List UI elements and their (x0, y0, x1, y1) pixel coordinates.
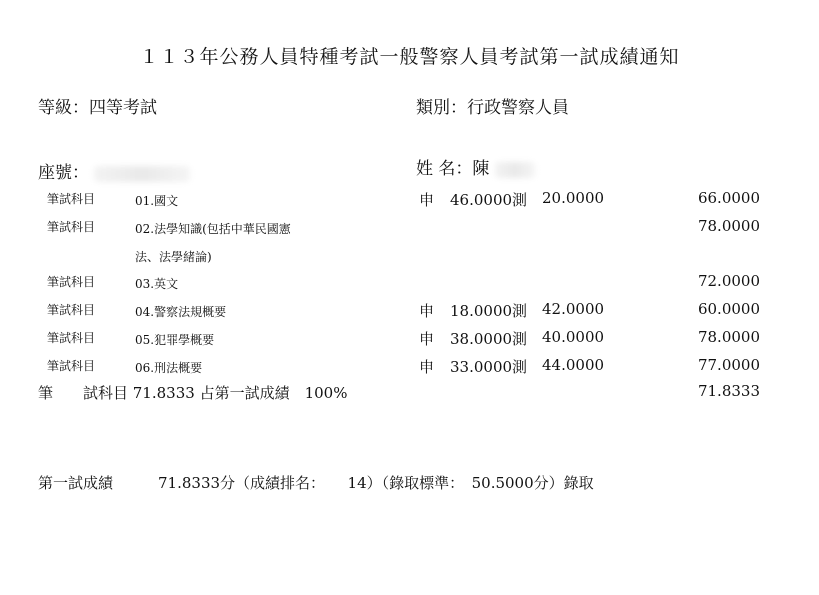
row-score-b: 44.0000 (542, 356, 605, 374)
row-mark: 申 (419, 302, 435, 320)
row-label: 筆試科目 (47, 359, 96, 373)
row-subject: 02.法學知識(包括中華民國憲 (135, 222, 291, 236)
summary-total: 71.8333 (697, 382, 760, 400)
row-subject: 06.刑法概要 (135, 361, 203, 375)
row-score-b: 40.0000 (542, 328, 605, 346)
row-label: 筆試科目 (47, 331, 96, 345)
row-label: 筆試科目 (47, 275, 96, 289)
row-score-a: 18.0000測 (450, 302, 528, 320)
row-score-a: 46.0000測 (450, 191, 528, 209)
row-subject: 03.英文 (135, 277, 179, 291)
row-mark: 申 (419, 330, 435, 348)
redacted-name (495, 162, 535, 178)
row-score-a: 33.0000測 (450, 358, 528, 376)
row-total: 78.0000 (697, 217, 760, 235)
row-mark: 申 (419, 358, 435, 376)
category-label: 類別：行政警察人員 (416, 98, 569, 118)
row-total: 66.0000 (697, 189, 760, 207)
redacted-seat-number (94, 166, 190, 182)
row-subject: 01.國文 (135, 194, 179, 208)
row-label: 筆試科目 (47, 192, 96, 206)
row-total: 60.0000 (697, 300, 760, 318)
seat-number-label: 座號： (38, 163, 89, 183)
name-field (416, 154, 535, 179)
row-total: 78.0000 (697, 328, 760, 346)
final-result: 第一試成績 71.8333分（成績排名： 14）（錄取標準： 50.5000分）錄取 (38, 474, 594, 492)
row-subject: 04.警察法規概要 (135, 305, 227, 319)
row-score-a: 38.0000測 (450, 330, 528, 348)
row-label: 筆試科目 (47, 220, 96, 234)
row-total: 72.0000 (697, 272, 760, 290)
row-score-b: 20.0000 (542, 189, 605, 207)
page-title: １１３年公務人員特種考試一般警察人員考試第一試成績通知 (139, 46, 680, 68)
name-label: 姓 名：陳 (416, 159, 490, 179)
row-mark: 申 (419, 191, 435, 209)
row-subject-continued: 法、法學緒論) (135, 250, 212, 264)
grade-label: 等級：四等考試 (38, 98, 157, 118)
summary-text: 筆 試科目 71.8333 占第一試成績 100% (38, 384, 348, 402)
row-label: 筆試科目 (47, 303, 96, 317)
row-total: 77.0000 (697, 356, 760, 374)
seat-number-field (38, 158, 190, 183)
row-subject: 05.犯罪學概要 (135, 333, 215, 347)
row-score-b: 42.0000 (542, 300, 605, 318)
